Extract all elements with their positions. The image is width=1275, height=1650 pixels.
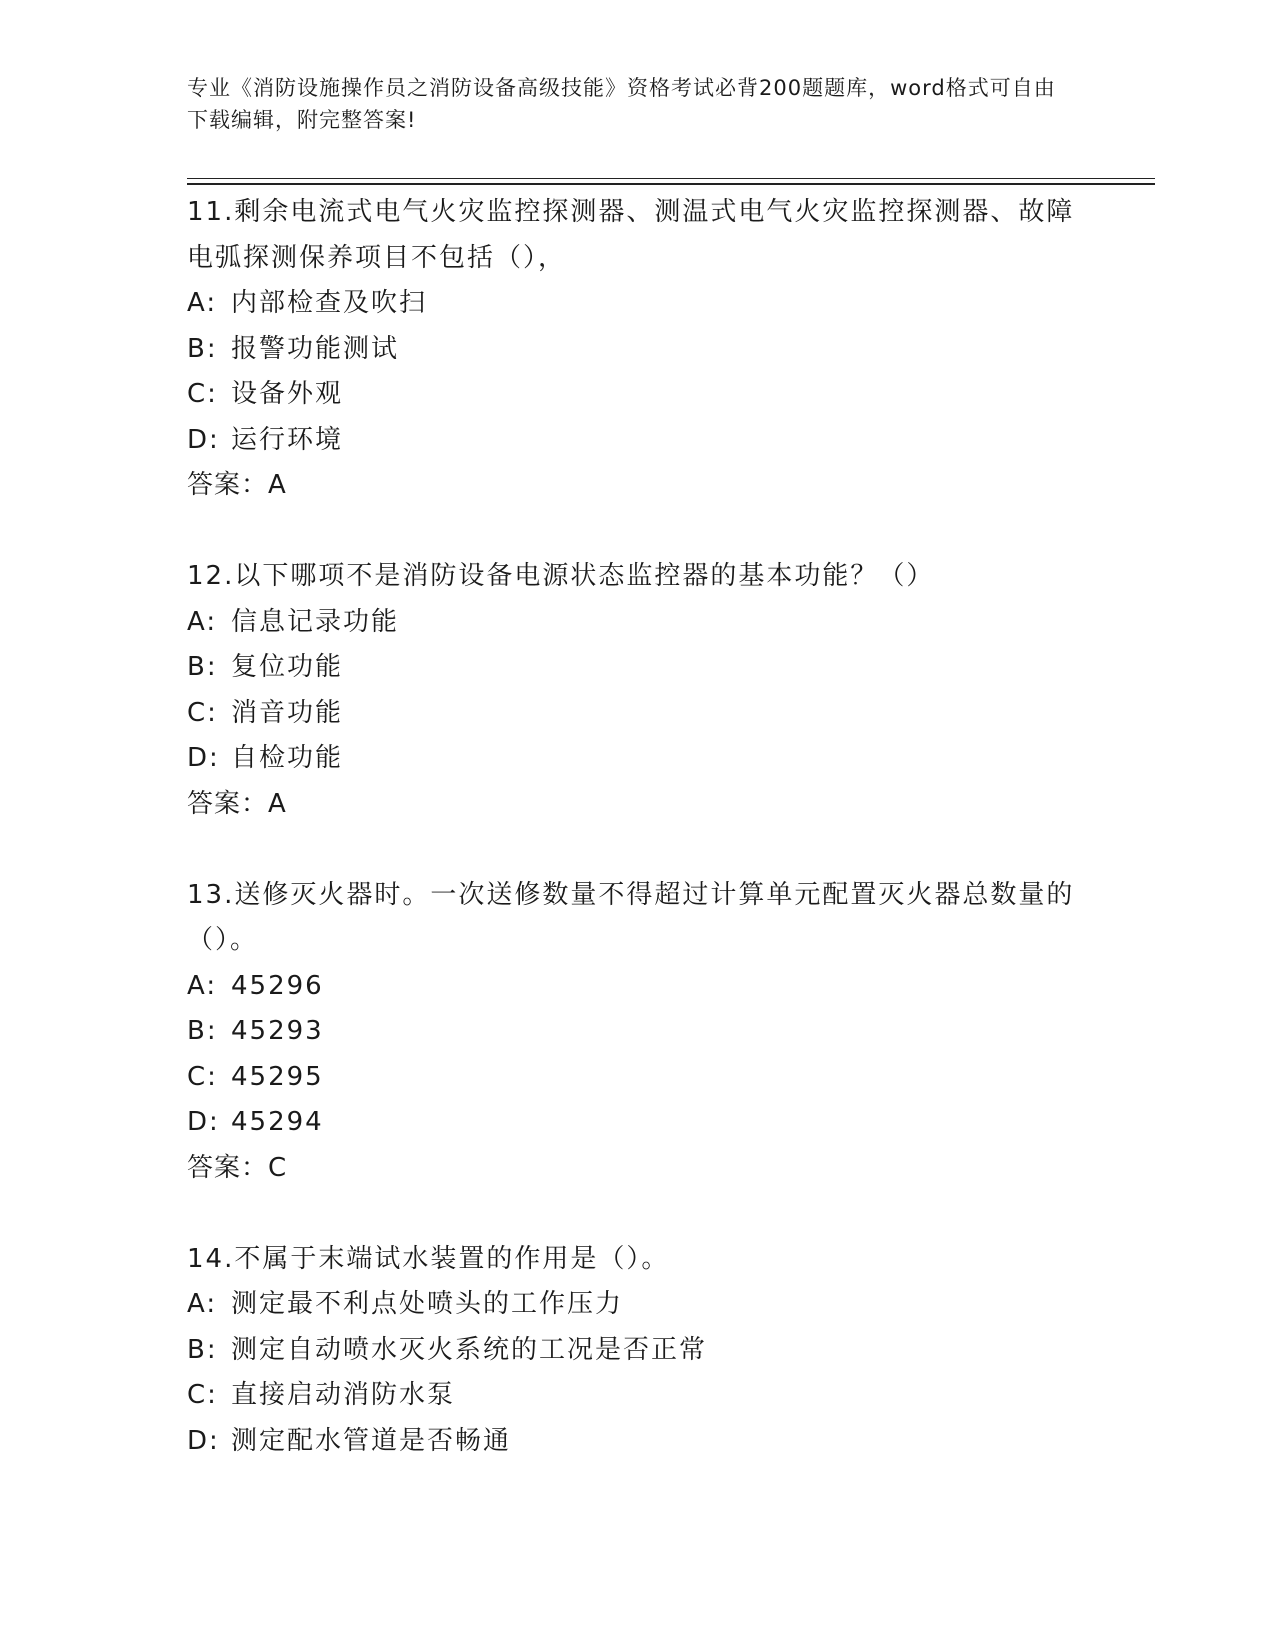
header-rule-thin	[187, 178, 1155, 179]
option-text: 45294	[231, 1107, 324, 1137]
option-d	[187, 736, 1087, 782]
option-text: 45293	[231, 1016, 324, 1046]
option-b	[187, 327, 1087, 373]
question-spacer	[187, 509, 1087, 555]
question-stem: 12.以下哪项不是消防设备电源状态监控器的基本功能？（）	[187, 561, 935, 591]
option-letter: A:	[187, 606, 218, 637]
option-text: 信息记录功能	[231, 606, 400, 637]
option-b	[187, 1328, 1087, 1374]
question-block	[187, 190, 1087, 509]
question-block	[187, 1237, 1087, 1465]
option-b	[187, 1009, 1087, 1055]
document-header: 专业《消防设施操作员之消防设备高级技能》资格考试必背200题题库，word格式可自由下载编辑，附完整答案!	[187, 76, 1056, 132]
option-letter: D:	[187, 1107, 220, 1137]
option-letter: D:	[187, 1425, 220, 1456]
question-stem: 14.不属于末端试水装置的作用是（）。	[187, 1243, 670, 1274]
option-text: 内部检查及吹扫	[231, 288, 428, 318]
option-text: 报警功能测试	[231, 333, 400, 364]
option-d	[187, 418, 1087, 464]
option-text: 测定最不利点处喷头的工作压力	[231, 1289, 624, 1319]
option-text: 消音功能	[231, 697, 344, 728]
option-c	[187, 691, 1087, 737]
option-letter: D:	[187, 424, 220, 455]
header-rule-thick	[187, 183, 1155, 185]
option-text: 复位功能	[231, 652, 344, 682]
answer-line: 答案：A	[187, 470, 287, 500]
option-letter: C:	[187, 1061, 218, 1092]
option-a	[187, 964, 1087, 1010]
option-text: 测定自动喷水灭火系统的工况是否正常	[231, 1334, 708, 1365]
option-text: 45296	[231, 970, 324, 1001]
question-stem: 11.剩余电流式电气火灾监控探测器、测温式电气火灾监控探测器、故障电弧探测保养项目不包括（），	[187, 197, 1075, 273]
option-letter: C:	[187, 697, 218, 728]
option-c	[187, 372, 1087, 418]
option-text: 运行环境	[231, 424, 344, 455]
option-letter: D:	[187, 743, 220, 773]
question-stem: 13.送修灭火器时。一次送修数量不得超过计算单元配置灭火器总数量的（）。	[187, 879, 1075, 955]
option-letter: B:	[187, 652, 218, 682]
option-letter: A:	[187, 1289, 218, 1319]
option-b	[187, 645, 1087, 691]
option-letter: C:	[187, 1380, 218, 1410]
option-text: 测定配水管道是否畅通	[231, 1425, 512, 1456]
option-letter: A:	[187, 970, 218, 1001]
option-text: 自检功能	[231, 743, 344, 773]
question-spacer	[187, 1191, 1087, 1237]
option-c	[187, 1373, 1087, 1419]
option-text: 45295	[231, 1061, 324, 1092]
option-letter: B:	[187, 333, 218, 364]
question-block	[187, 873, 1087, 1192]
option-c	[187, 1055, 1087, 1101]
option-text: 直接启动消防水泵	[231, 1380, 456, 1410]
option-d	[187, 1419, 1087, 1465]
option-letter: C:	[187, 379, 218, 409]
question-list	[187, 190, 1087, 1464]
question-block	[187, 554, 1087, 827]
option-letter: B:	[187, 1334, 218, 1365]
answer-line: 答案：A	[187, 788, 287, 819]
option-letter: B:	[187, 1016, 218, 1046]
option-letter: A:	[187, 288, 218, 318]
option-text: 设备外观	[231, 379, 344, 409]
answer-line: 答案：C	[187, 1152, 288, 1183]
option-d	[187, 1100, 1087, 1146]
option-a	[187, 600, 1087, 646]
question-spacer	[187, 827, 1087, 873]
option-a	[187, 1282, 1087, 1328]
option-a	[187, 281, 1087, 327]
